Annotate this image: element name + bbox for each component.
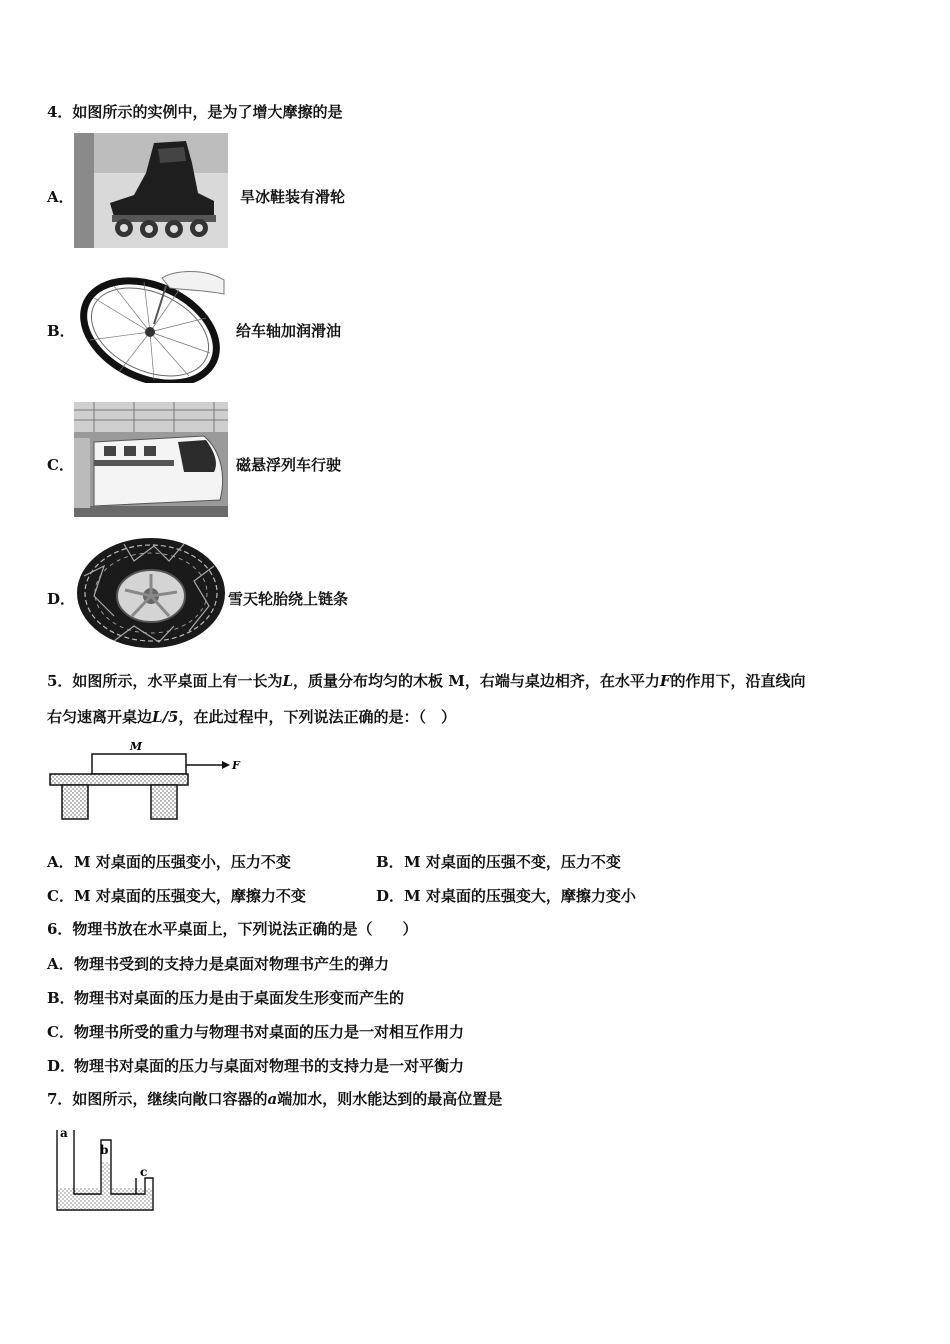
q4-option-b-text: 给车轴加润滑油	[236, 322, 342, 340]
q6-option-b-letter: B．	[47, 989, 75, 1007]
bicycle-wheel-oiling-photo	[74, 268, 228, 383]
q5-figure-label-m: M	[129, 740, 143, 753]
q5-option-d-letter: D．	[376, 887, 405, 905]
q5-option-a-text: M 对桌面的压强变小，压力不变	[74, 853, 291, 871]
q6-option-c-letter: C．	[47, 1023, 74, 1041]
q4-option-a-letter: A．	[47, 188, 74, 206]
q5-board-on-table-figure	[46, 738, 241, 822]
q5-option-c-text: M 对桌面的压强变大，摩擦力不变	[74, 887, 306, 905]
q5-option-b-text: M 对桌面的压强不变，压力不变	[404, 853, 621, 871]
q6-option-b-text: 物理书对桌面的压力是由于桌面发生形变而产生的	[74, 989, 405, 1007]
q7-figure-label-b: b	[100, 1143, 109, 1157]
q5-option-c-letter: C．	[47, 887, 74, 905]
q5-option-b-letter: B．	[376, 853, 404, 871]
q6-option-a-text: 物理书受到的支持力是桌面对物理书产生的弹力	[74, 955, 390, 973]
q4-stem: 4．如图所示的实例中，是为了增大摩擦的是	[47, 103, 343, 121]
q5-figure-label-f: F	[232, 759, 240, 772]
q4-option-c-letter: C．	[47, 456, 74, 474]
q5-option-a-letter: A．	[47, 853, 74, 871]
roller-skate-photo	[74, 133, 228, 248]
q4-option-b-letter: B．	[47, 322, 75, 340]
tire-snow-chain-photo	[74, 536, 228, 651]
q7-figure-label-a: a	[60, 1126, 68, 1140]
q7-figure-label-c: c	[140, 1165, 148, 1179]
q4-option-d-text: 雪天轮胎绕上链条	[228, 590, 349, 608]
q4-option-a-text: 旱冰鞋装有滑轮	[240, 188, 346, 206]
q6-option-a-letter: A．	[47, 955, 74, 973]
q7-stem: 7．如图所示，继续向敞口容器的a端加水，则水能达到的最高位置是	[47, 1090, 503, 1108]
q6-option-d-letter: D．	[47, 1057, 76, 1075]
q5-stem-line1: 5．如图所示，水平桌面上有一长为L，质量分布均匀的木板 M，右端与桌边相齐，在水平力F的作用下，沿直线向	[47, 672, 806, 690]
q7-open-container-figure	[50, 1122, 160, 1214]
q6-option-d-text: 物理书对桌面的压力与桌面对物理书的支持力是一对平衡力	[74, 1057, 465, 1075]
q6-stem: 6．物理书放在水平桌面上，下列说法正确的是（ ）	[47, 920, 418, 938]
q4-option-d-letter: D．	[47, 590, 76, 608]
maglev-train-photo	[74, 402, 228, 517]
q6-option-c-text: 物理书所受的重力与物理书对桌面的压力是一对相互作用力	[74, 1023, 465, 1041]
q5-option-d-text: M 对桌面的压强变大，摩擦力变小	[404, 887, 636, 905]
q4-option-c-text: 磁悬浮列车行驶	[236, 456, 342, 474]
q5-stem-line2: 右匀速离开桌边L/5，在此过程中，下列说法正确的是：（ ）	[47, 708, 456, 726]
